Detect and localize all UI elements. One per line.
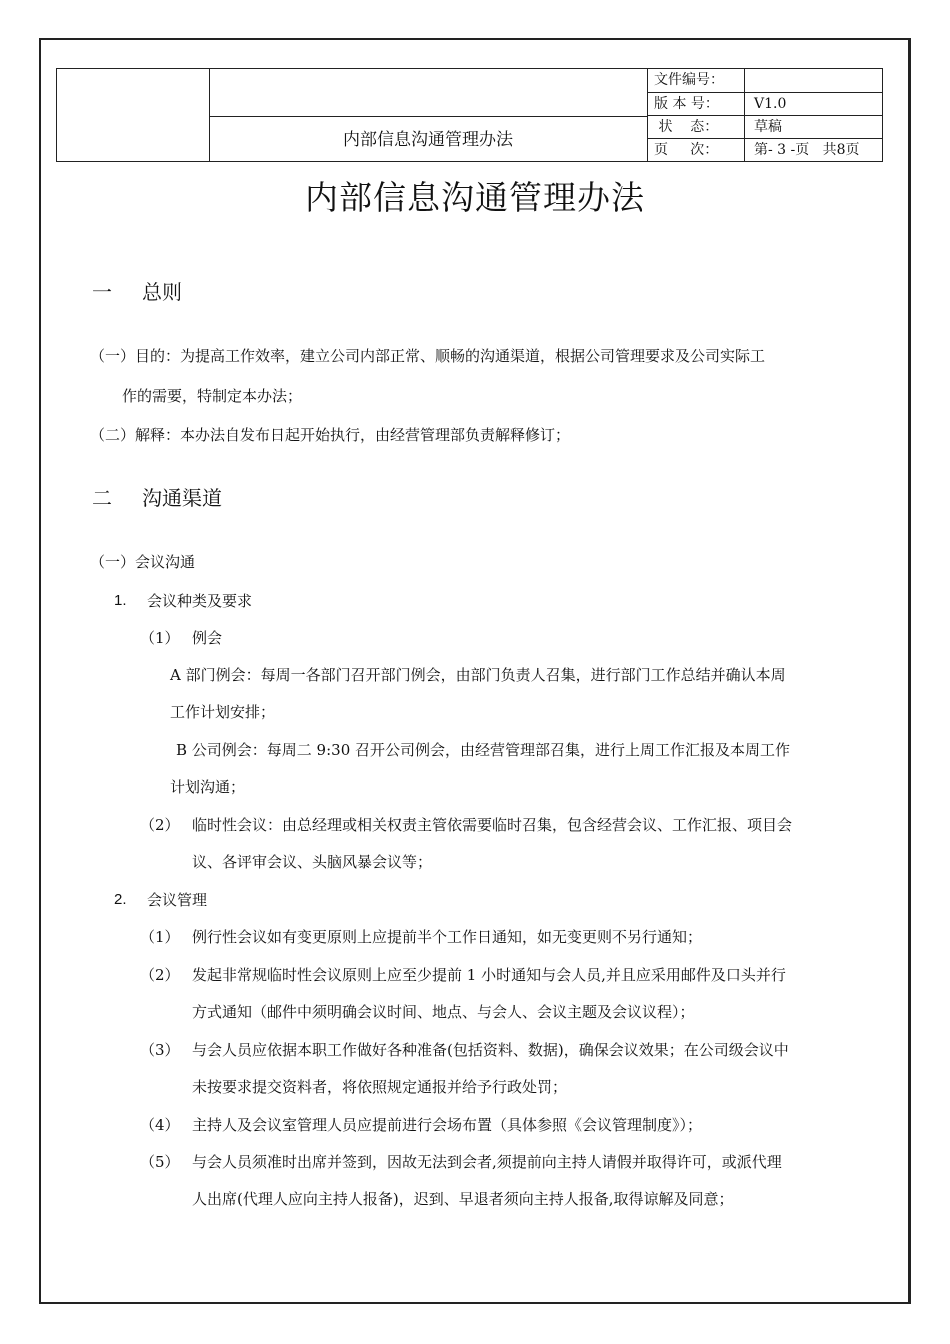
item-number: （5） — [140, 1153, 180, 1171]
paragraph-line: 发起非常规临时性会议原则上应至少提前 1 小时通知与会人员,并且应采用邮件及口头并行 — [192, 966, 786, 984]
meta-value: 草稿 — [754, 119, 782, 135]
meta-label: 页 次： — [647, 139, 745, 161]
meta-row-status — [647, 115, 882, 138]
meta-label: 状 态： — [647, 116, 745, 138]
paragraph-line: 方式通知（邮件中须明确会议时间、地点、与会人、会议主题及会议议程）； — [192, 1003, 695, 1021]
paragraph-line: 作的需要，特制定本办法； — [122, 387, 303, 405]
section-number: 二 — [92, 486, 112, 510]
paragraph-line: 计划沟通； — [170, 778, 246, 796]
paragraph-line: 例行性会议如有变更原则上应提前半个工作日通知，如无变更则不另行通知； — [192, 928, 703, 946]
paragraph-line: 临时性会议：由总经理或相关权责主管依需要临时召集，包含经营会议、工作汇报、项目会 — [192, 816, 793, 834]
paragraph-line: （一）目的：为提高工作效率，建立公司内部正常、顺畅的沟通渠道，根据公司管理要求及公司实际工 — [90, 347, 766, 365]
section-title: 总则 — [142, 280, 182, 304]
item-heading: 例会 — [192, 629, 223, 647]
paragraph-line: 与会人员须准时出席并签到，因故无法到会者,须提前向主持人请假并取得许可，或派代理 — [192, 1153, 782, 1171]
paragraph-line: （二）解释：本办法自发布日起开始执行，由经营管理部负责解释修订； — [90, 426, 571, 444]
list-number: 1. — [114, 592, 127, 609]
meta-label: 文件编号： — [647, 69, 745, 92]
document-header-table — [56, 68, 883, 162]
paragraph-line: 议、各评审会议、头脑风暴会议等； — [192, 853, 433, 871]
item-number: （2） — [140, 816, 180, 834]
header-title-cell — [209, 69, 648, 161]
paragraph-line: 主持人及会议室管理人员应提前进行会场布置（具体参照《会议管理制度》）； — [192, 1116, 703, 1134]
paragraph-line: 工作计划安排； — [170, 703, 276, 721]
paragraph-line: 人出席(代理人应向主持人报备)，迟到、早退者须向主持人报备,取得谅解及同意； — [192, 1190, 734, 1208]
list-heading: 会议种类及要求 — [147, 592, 253, 610]
section-number: 一 — [92, 280, 112, 304]
list-heading: 会议管理 — [147, 891, 208, 909]
header-meta — [647, 69, 882, 161]
section-title: 沟通渠道 — [142, 486, 222, 510]
meta-row-version — [647, 92, 882, 115]
logo-cell — [57, 69, 210, 161]
item-number: （1） — [140, 928, 180, 946]
meta-label: 版 本 号： — [647, 93, 745, 115]
item-number: （3） — [140, 1041, 180, 1059]
item-number: （4） — [140, 1116, 180, 1134]
item-number: （2） — [140, 966, 180, 984]
list-number: 2. — [114, 891, 127, 908]
document-title: 内部信息沟通管理办法 — [305, 178, 645, 217]
item-number: （1） — [140, 629, 180, 647]
paragraph-line: B 公司例会：每周二 9:30 召开公司例会，由经营管理部召集，进行上周工作汇报及本周工作 — [176, 741, 791, 759]
meta-value: 第- 3 -页 共8页 — [754, 142, 860, 158]
header-title: 内部信息沟通管理办法 — [343, 130, 513, 150]
paragraph-line: A 部门例会：每周一各部门召开部门例会，由部门负责人召集，进行部门工作总结并确认本周 — [170, 666, 786, 684]
meta-row-page — [647, 138, 882, 161]
paragraph-line: 未按要求提交资料者，将依照规定通报并给予行政处罚； — [192, 1078, 568, 1096]
paragraph-line: 与会人员应依据本职工作做好各种准备(包括资料、数据)，确保会议效果；在公司级会议中 — [192, 1041, 789, 1059]
meta-row-doc-number — [647, 69, 882, 92]
subsection-heading: （一）会议沟通 — [90, 553, 196, 571]
meta-value: V1.0 — [754, 96, 787, 112]
